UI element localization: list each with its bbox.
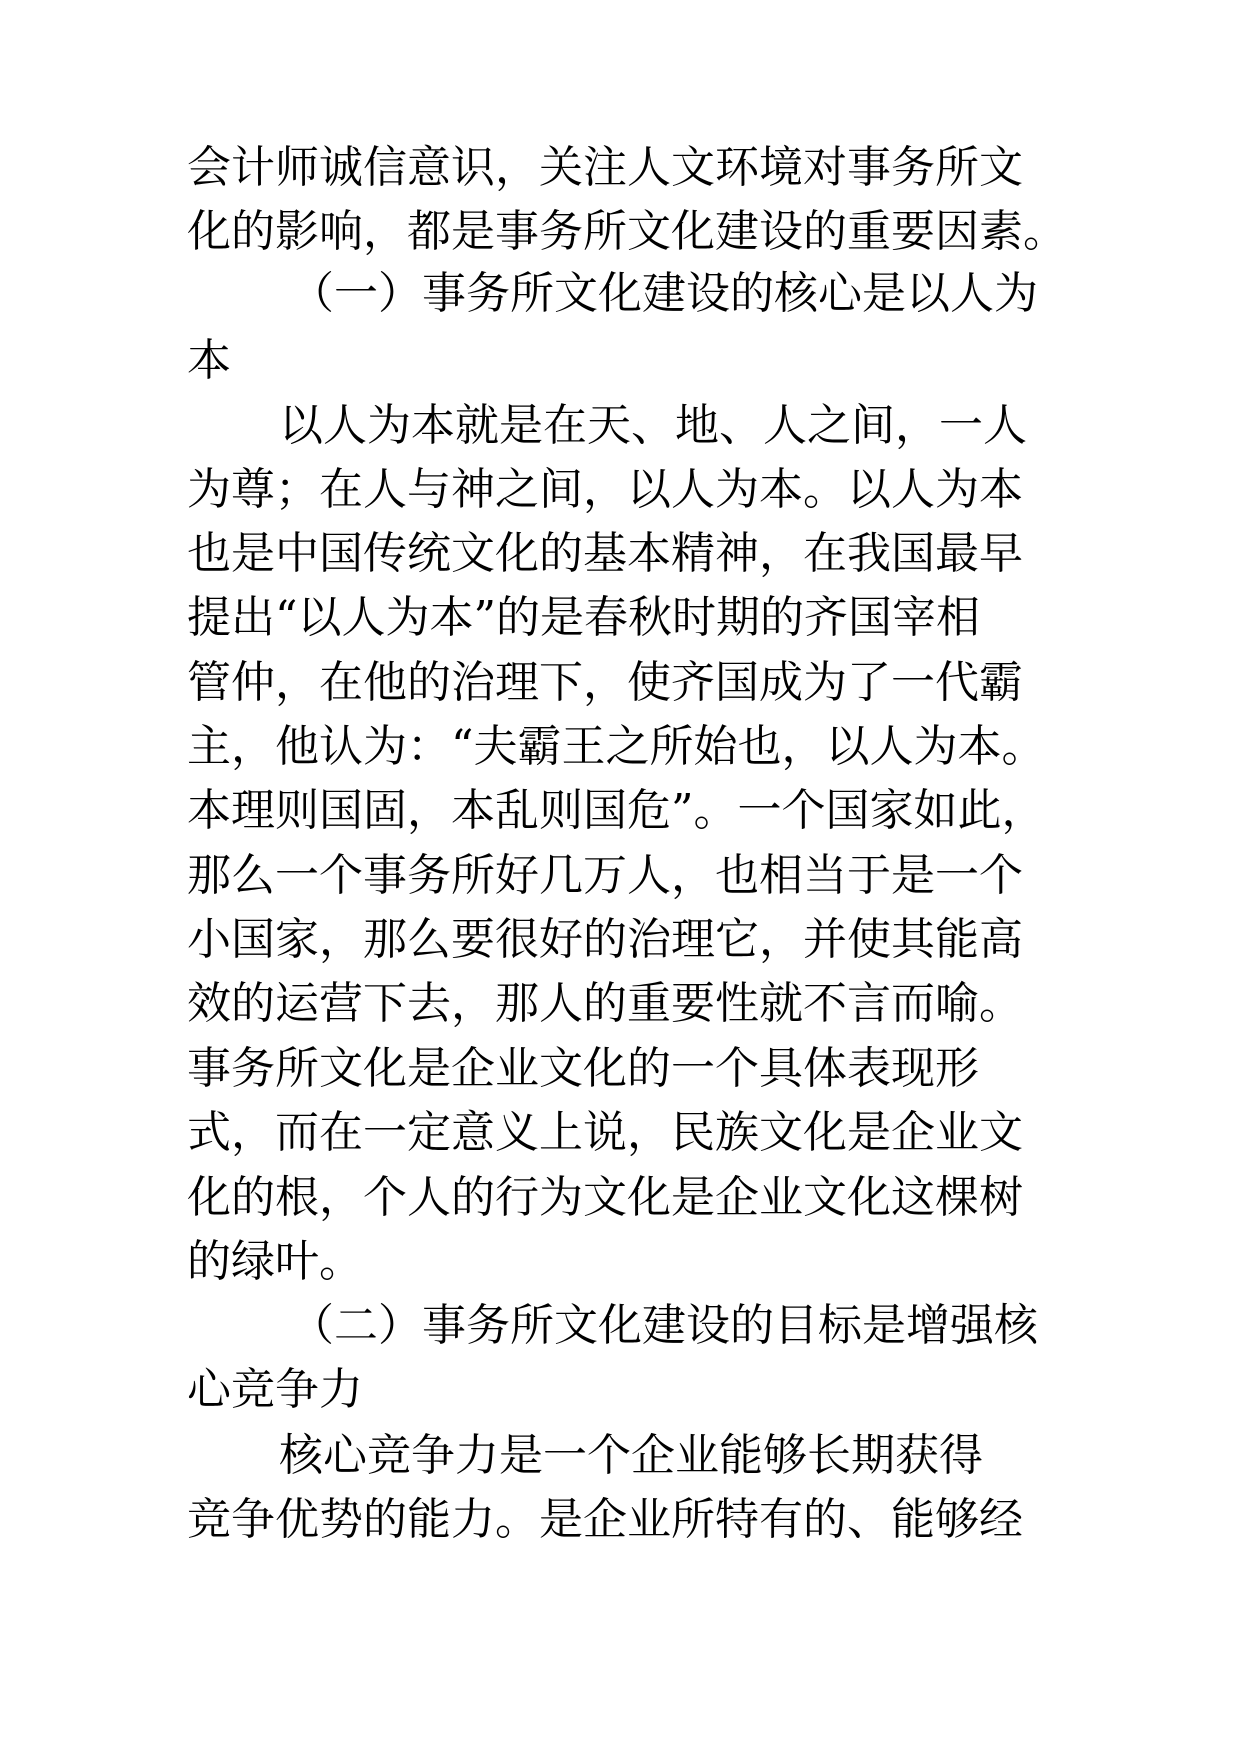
- paragraph-start: 以人为本就是在天、地、人之间，一人: [279, 400, 1027, 451]
- text-line: 竞争优势的能力。是企业所特有的、能够经: [187, 1494, 1023, 1545]
- text-line: 化的影响，都是事务所文化建设的重要因素。: [187, 206, 1067, 257]
- text-line: 本理则国固，本乱则国危”。一个国家如此，: [187, 785, 1046, 836]
- text-line: 小国家，那么要很好的治理它，并使其能高: [187, 914, 1023, 965]
- paragraph-start: 核心竞争力是一个企业能够长期获得: [279, 1430, 983, 1481]
- text-line: 效的运营下去，那人的重要性就不言而喻。: [187, 978, 1023, 1029]
- text-line: 事务所文化是企业文化的一个具体表现形: [187, 1043, 979, 1094]
- text-line: 提出“以人为本”的是春秋时期的齐国宰相: [187, 592, 980, 643]
- section-heading-2: （二）事务所文化建设的目标是增强核: [290, 1300, 1038, 1351]
- text-line: 的绿叶。: [187, 1236, 363, 1287]
- text-line: 主，他认为：“夫霸王之所始也，以人为本。: [187, 721, 1046, 772]
- text-line: 会计师诚信意识，关注人文环境对事务所文: [187, 142, 1023, 193]
- section-heading-1: （一）事务所文化建设的核心是以人为: [290, 268, 1038, 319]
- text-line: 也是中国传统文化的基本精神，在我国最早: [187, 528, 1023, 579]
- text-line: 式，而在一定意义上说，民族文化是企业文: [187, 1107, 1023, 1158]
- section-heading-2-cont: 心竞争力: [187, 1364, 363, 1415]
- text-line: 那么一个事务所好几万人，也相当于是一个: [187, 850, 1023, 901]
- text-line: 为尊；在人与神之间，以人为本。以人为本: [187, 464, 1023, 515]
- text-line: 化的根，个人的行为文化是企业文化这棵树: [187, 1172, 1023, 1223]
- text-line: 管仲，在他的治理下，使齐国成为了一代霸: [187, 657, 1023, 708]
- section-heading-1-cont: 本: [187, 335, 231, 386]
